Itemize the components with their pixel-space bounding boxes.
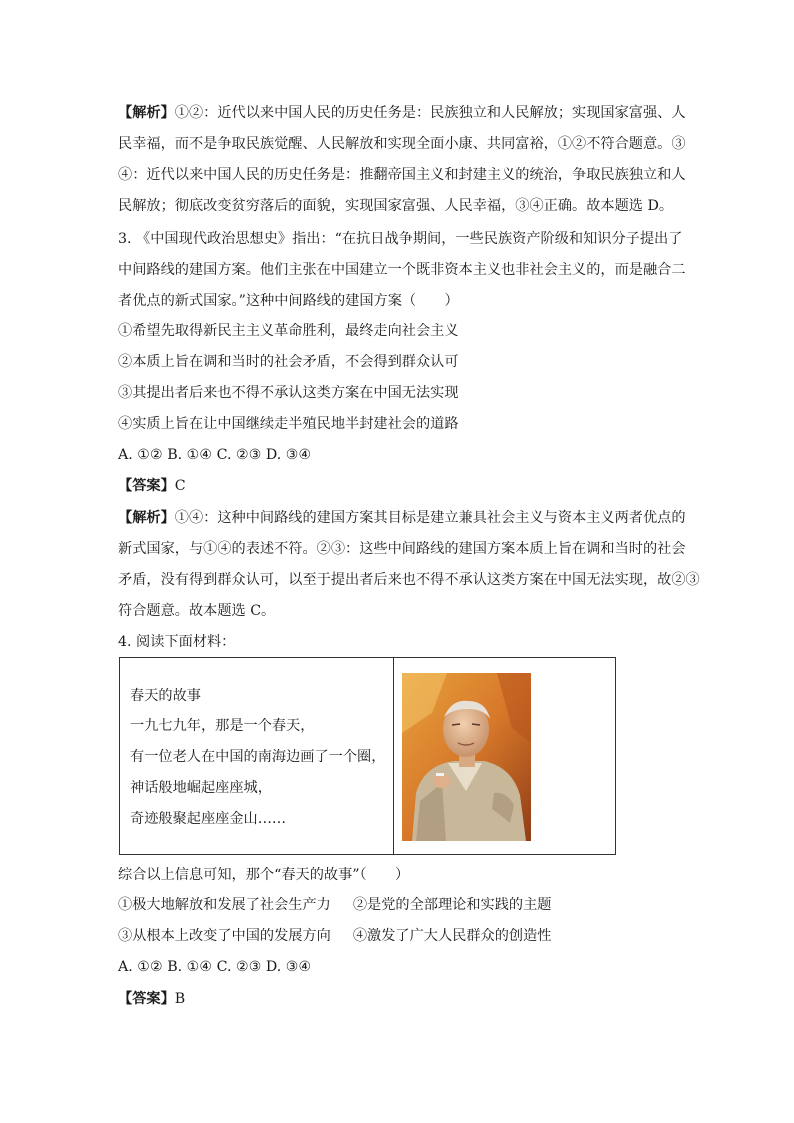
q3-answer-value: C [174, 478, 186, 494]
q4-options-row-2 [118, 921, 551, 952]
q3-stem-line-1: 3. 《中国现代政治思想史》指出：“在抗日战争期间，一些民族资产阶级和知识分子提出了 [118, 231, 683, 247]
poem-line-1: 一九七九年，那是一个春天， [130, 718, 315, 734]
analysis-tag: 【解析】 [118, 510, 175, 526]
q3-analysis-line-2: 新式国家，与①④的表述不符。②③：这些中间路线的建国方案本质上旨在调和当时的社会 [118, 541, 686, 557]
poem-line-2: 有一位老人在中国的南海边画了一个圈， [130, 749, 386, 765]
poem-line-4: 奇迹般聚起座座金山…… [130, 811, 287, 827]
q3-option-1: ①希望先取得新民主主义革命胜利，最终走向社会主义 [118, 323, 459, 339]
poem-title: 春天的故事 [130, 688, 201, 704]
analysis2-line-4: 民解放；彻底改变贫穷落后的面貌，实现国家富强、人民幸福，③④正确。故本题选 D。 [118, 198, 674, 214]
q3-option-3: ③其提出者后来也不得不承认这类方案在中国无法实现 [118, 385, 459, 401]
q3-option-2: ②本质上旨在调和当时的社会矛盾，不会得到群众认可 [118, 354, 459, 370]
analysis2-line-2: 民幸福，而不是争取民族觉醒、人民解放和实现全面小康、共同富裕，①②不符合题意。③ [118, 136, 686, 152]
q4-intro: 4. 阅读下面材料： [118, 634, 236, 650]
answer-tag: 【答案】 [118, 991, 175, 1007]
photo-cell [394, 658, 615, 854]
q4-answer-value: B [174, 991, 186, 1007]
q4-stem: 综合以上信息可知，那个“春天的故事”（ ） [118, 867, 410, 883]
q4-options-row-1 [118, 890, 551, 921]
q4-option-2: ②是党的全部理论和实践的主题 [352, 897, 552, 913]
q3-choices: A. ①② B. ①④ C. ②③ D. ③④ [118, 447, 312, 463]
q4-option-1: ①极大地解放和发展了社会生产力 [118, 897, 331, 913]
q4-option-4: ④激发了广大人民群众的创造性 [352, 928, 552, 944]
q3-analysis-line-1: 【解析】①④：这种中间路线的建国方案其目标是建立兼具社会主义与资本主义两者优点的 [118, 510, 686, 526]
q4-answer [118, 984, 185, 1015]
q4-choices: A. ①② B. ①④ C. ②③ D. ③④ [118, 959, 312, 975]
material-table [119, 657, 616, 855]
answer-tag: 【答案】 [118, 478, 175, 494]
q3-analysis-line-4: 符合题意。故本题选 C。 [118, 603, 276, 619]
analysis-tag: 【解析】 [118, 105, 175, 121]
poem-cell [120, 658, 394, 854]
q3-answer [118, 471, 186, 502]
analysis2-line-3: ④：近代以来中国人民的历史任务是：推翻帝国主义和封建主义的统治，争取民族独立和人 [118, 167, 686, 183]
q3-stem-line-2: 中间路线的建国方案。他们主张在中国建立一个既非资本主义也非社会主义的，而是融合二 [118, 262, 686, 278]
portrait-photo [402, 673, 531, 841]
q3-option-4: ④实质上旨在让中国继续走半殖民地半封建社会的道路 [118, 416, 459, 432]
q4-option-3: ③从根本上改变了中国的发展方向 [118, 928, 331, 944]
analysis2-line-1: 【解析】①②：近代以来中国人民的历史任务是：民族独立和人民解放；实现国家富强、人 [118, 105, 686, 121]
q3-analysis-line-3: 矛盾，没有得到群众认可，以至于提出者后来也不得不承认这类方案在中国无法实现，故②③ [118, 572, 700, 588]
poem-line-3: 神话般地崛起座座城， [130, 780, 272, 796]
q3-stem-line-3: 者优点的新式国家。”这种中间路线的建国方案（ ） [118, 293, 459, 309]
